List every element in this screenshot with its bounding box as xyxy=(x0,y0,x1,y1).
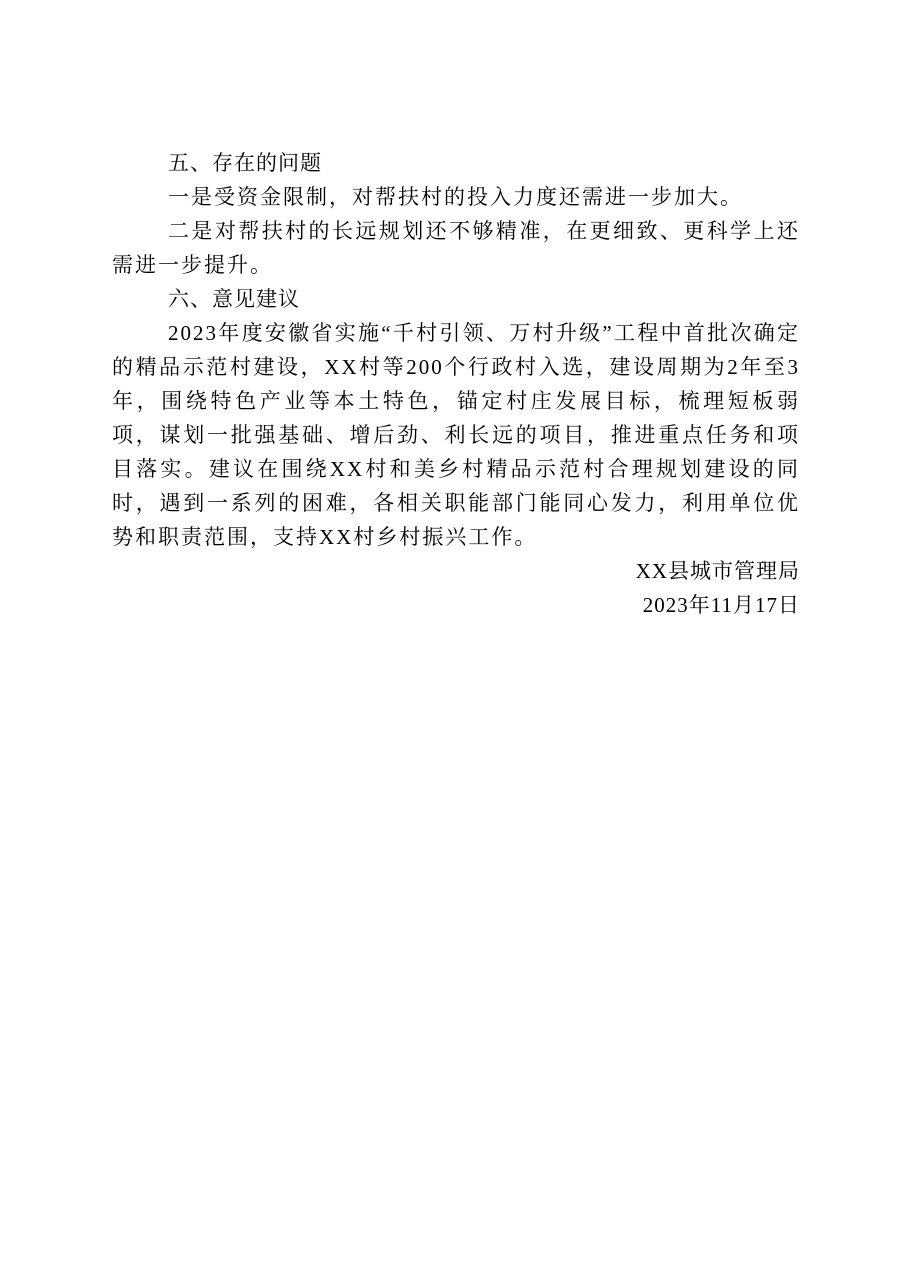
section-6-paragraph-1: 2023年度安徽省实施“千村引领、万村升级”工程中首批次确定的精品示范村建设，XX村等200个行政村入选，建设周期为2年至3年，围绕特色产业等本土特色，锚定村庄发展目标，梳理短板弱项，谋划一批强基础、增后劲、利长远的项目，推进重点任务和项目落实。建议在围绕XX村和美乡村精品示范村合理规划建设的同时，遇到一系列的困难，各相关职能部门能同心发力，利用单位优势和职责范围，支持XX村乡村振兴工作。 xyxy=(112,321,800,549)
document-body xyxy=(112,146,800,622)
signature-date: 2023年11月17日 xyxy=(642,593,800,617)
section-5-heading: 五、存在的问题 xyxy=(168,151,322,175)
section-6-heading: 六、意见建议 xyxy=(168,287,300,311)
section-5-paragraph-1: 一是受资金限制，对帮扶村的投入力度还需进一步加大。 xyxy=(168,185,743,209)
signature-organization: XX县城市管理局 xyxy=(635,559,800,583)
section-5-paragraph-2: 二是对帮扶村的长远规划还不够精准，在更细致、更科学上还需进一步提升。 xyxy=(112,219,800,277)
signature-block xyxy=(112,554,800,622)
